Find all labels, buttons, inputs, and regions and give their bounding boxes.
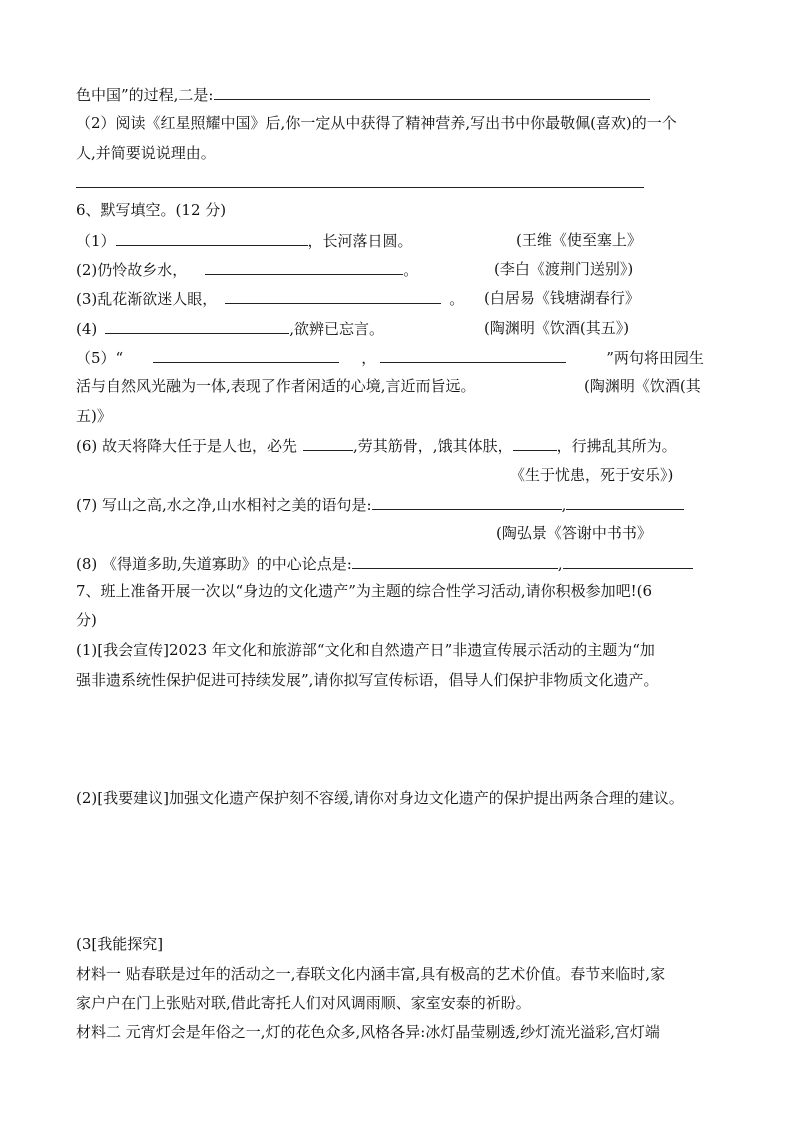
- q6-item-5-line-2: 活与自然风光融为一体,表现了作者闲适的心境,言近而旨远。: [76, 377, 476, 395]
- q7-part3-heading: (3[我能探究]: [76, 935, 164, 953]
- q5-answer-blank-1[interactable]: [214, 84, 650, 100]
- q6-item-8: [76, 553, 693, 574]
- q6-item-7-comma: ,: [561, 496, 567, 514]
- q6-item-5: [76, 347, 704, 368]
- q6-item-1-source: (王维《使至塞上》: [516, 231, 642, 249]
- q6-item-1-prefix: （1）: [76, 232, 116, 250]
- q6-item-6-prefix: (6) 故天将降大任于是人也，必先: [76, 437, 298, 455]
- q6-item-8-prefix: (8) 《得道多助,失道寡助》的中心论点是:: [76, 555, 352, 573]
- q6-item-6-source: 《生于忧患，死于安乐》): [510, 466, 674, 484]
- q6-item-6-mid: ,劳其筋骨，,饿其体肤，: [353, 437, 513, 455]
- q6-item-2-blank[interactable]: [205, 259, 403, 275]
- q6-item-1-text: ，长河落日圆。: [307, 232, 413, 250]
- q5-part2-line-2: 人,并简要说说理由。: [76, 144, 216, 162]
- q6-item-3-blank[interactable]: [225, 288, 441, 304]
- q6-title: 6、默写填空。(12 分): [76, 201, 227, 219]
- q6-item-5-line-3: 五)》: [76, 407, 112, 425]
- q6-item-4-blank[interactable]: [105, 318, 289, 334]
- q6-item-7: [76, 494, 684, 515]
- q6-item-8-comma: ,: [557, 555, 563, 573]
- q5-answer-line[interactable]: [76, 187, 644, 188]
- q6-item-8-blank-1[interactable]: [352, 553, 558, 569]
- q6-item-3-source: (白居易《钱塘湖春行》: [484, 289, 640, 307]
- q7-part1-line-1: (1)[我会宣传]2023 年文化和旅游部“文化和自然遗产日”非遗宣传展示活动的主题为“加: [76, 641, 655, 659]
- q6-item-6-blank-1[interactable]: [303, 435, 353, 451]
- q6-item-6-blank-2[interactable]: [513, 435, 557, 451]
- q6-item-4-text: ,欲辨已忘言。: [289, 320, 385, 338]
- material-2-line-1: 材料二 元宵灯会是年俗之一,灯的花色众多,风格各异:冰灯晶莹剔透,纱灯流光溢彩,宫灯端: [76, 1023, 660, 1041]
- q6-item-2-prefix: (2)仍怜故乡水，: [76, 261, 188, 279]
- q6-item-2-text: 。: [403, 261, 419, 279]
- q5-part2-line-1: （2）阅读《红星照耀中国》后,你一定从中获得了精神营养,写出书中你最敬佩(喜欢)的一个: [76, 114, 677, 132]
- q6-item-4: [76, 318, 384, 339]
- q6-item-5-text: ”两句将田园生: [606, 349, 704, 367]
- q6-item-8-blank-2[interactable]: [563, 553, 693, 569]
- q6-item-5-blank-1[interactable]: [153, 347, 339, 363]
- material-1-line-2: 家户户在门上张贴对联,借此寄托人们对风调雨顺、家室安泰的祈盼。: [76, 994, 531, 1012]
- q6-item-5-blank-2[interactable]: [380, 347, 566, 363]
- q5-line-1-text: 色中国”的过程,二是:: [76, 86, 214, 104]
- q6-item-3-prefix: (3)乱花渐欲迷人眼，: [76, 290, 218, 308]
- q6-item-7-source: (陶弘景《答谢中书书》: [496, 524, 652, 542]
- q6-item-2: [76, 259, 418, 280]
- q7-part1-line-2: 强非遗系统性保护促进可持续发展”,请你拟写宣传标语，倡导人们保护非物质文化遗产。: [76, 671, 659, 689]
- q7-title-line-1: 7、班上准备开展一次以“身边的文化遗产”为主题的综合性学习活动,请你积极参加吧!(6: [76, 582, 653, 600]
- q6-item-7-blank-2[interactable]: [566, 494, 684, 510]
- q6-item-3: [76, 288, 464, 309]
- q6-item-1: [76, 230, 413, 251]
- q6-item-4-prefix: (4): [76, 320, 98, 338]
- q6-item-6-end: ，行拂乱其所为。: [556, 437, 677, 455]
- q6-item-2-source: (李白《渡荆门送别》): [494, 260, 634, 278]
- material-1-line-1: 材料一 贴春联是过年的活动之一,春联文化内涵丰富,具有极高的艺术价值。春节来临时,家: [76, 965, 666, 983]
- q6-item-5-comma: ，: [361, 349, 377, 367]
- q6-item-4-source: (陶渊明《饮酒(其五》): [484, 319, 630, 337]
- q6-item-7-prefix: (7) 写山之高,水之净,山水相衬之美的语句是:: [76, 496, 372, 514]
- q5-line-1: [76, 84, 650, 105]
- q6-item-3-text: 。: [449, 290, 465, 308]
- q6-item-6: [76, 435, 677, 456]
- q6-item-7-blank-1[interactable]: [372, 494, 562, 510]
- q6-item-5-source: (陶渊明《饮酒(其: [584, 377, 701, 395]
- q6-item-5-prefix: （5）“: [76, 349, 124, 367]
- q7-title-line-2: 分): [76, 611, 97, 629]
- q7-part2: (2)[我要建议]加强文化遗产保护刻不容缓,请你对身边文化遗产的保护提出两条合理的建议。: [76, 789, 684, 807]
- q6-item-1-blank[interactable]: [116, 230, 308, 246]
